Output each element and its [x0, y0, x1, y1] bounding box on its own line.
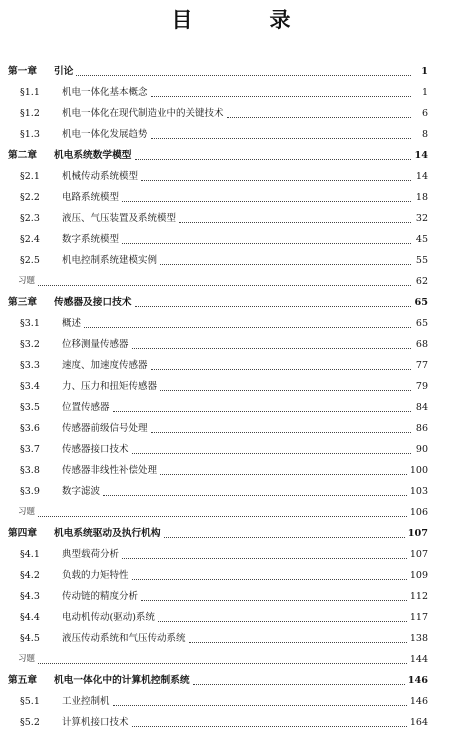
toc-section-row [8, 586, 428, 607]
toc-entry-title: 数字滤波 [62, 486, 101, 497]
toc-entry-title: 机械传动系统模型 [62, 171, 139, 182]
toc-section-row [8, 565, 428, 586]
toc-entry-title: 液压传动系统和气压传动系统 [62, 633, 186, 644]
dot-leader [158, 620, 407, 622]
dot-leader [84, 326, 411, 328]
toc-section-row [8, 418, 428, 439]
toc-page-number: 65 [414, 297, 428, 308]
toc-page-number: 107 [407, 528, 428, 539]
toc-page-number: 8 [421, 129, 428, 140]
toc-chapter-row [8, 145, 428, 166]
toc-entry-number: §3.8 [20, 465, 40, 476]
toc-section-row [8, 376, 428, 397]
toc-section-row [8, 481, 428, 502]
page-title: 目 录 [171, 7, 319, 32]
toc-entry-number: §3.9 [20, 486, 40, 497]
toc-section-row [8, 712, 428, 733]
toc-section-row [8, 208, 428, 229]
dot-leader [38, 662, 407, 664]
toc-page-number: 1 [421, 66, 428, 77]
toc-section-row [8, 166, 428, 187]
toc-page-number: 146 [409, 696, 428, 707]
toc-section-row [8, 229, 428, 250]
dot-leader [164, 536, 405, 538]
toc-page-number: 100 [409, 465, 428, 476]
toc-entry-title: 电动机传动(驱动)系统 [62, 612, 155, 623]
toc-entry-title: 习题 [18, 276, 36, 286]
toc-entry-number: §4.5 [20, 633, 40, 644]
toc-entry-title: 工业控制机 [62, 696, 110, 707]
toc-entry-number: 第一章 [8, 66, 38, 77]
toc-section-row [8, 439, 428, 460]
toc-chapter-row [8, 61, 428, 82]
toc-entry-title: 传动链的精度分析 [62, 591, 139, 602]
toc-entry-number: §3.2 [20, 339, 40, 350]
dot-leader [160, 263, 411, 265]
toc-page-number: 109 [409, 570, 428, 581]
toc-exercise-row [8, 502, 428, 523]
dot-leader [132, 452, 411, 454]
dot-leader [151, 431, 411, 433]
toc-entry-title: 习题 [18, 507, 36, 517]
toc-exercise-row [8, 271, 428, 292]
toc-page-number: 68 [415, 339, 428, 350]
toc-entry-number: §2.3 [20, 213, 40, 224]
toc-entry-title: 速度、加速度传感器 [62, 360, 148, 371]
dot-leader [122, 557, 407, 559]
dot-leader [135, 158, 412, 160]
toc-entry-title: 机电一体化基本概念 [62, 87, 148, 98]
dot-leader [193, 683, 405, 685]
toc-entry-number: §3.3 [20, 360, 40, 371]
toc-entry-title: 机电系统数学模型 [54, 150, 132, 161]
toc-chapter-row [8, 523, 428, 544]
dot-leader [227, 116, 411, 118]
dot-leader [132, 578, 407, 580]
toc-page-number: 90 [415, 444, 428, 455]
toc-section-row [8, 691, 428, 712]
dot-leader [141, 179, 411, 181]
toc-page-number: 65 [415, 318, 428, 329]
toc-page-number: 79 [415, 381, 428, 392]
toc-entry-title: 概述 [62, 318, 82, 329]
toc-section-row [8, 250, 428, 271]
toc-page-number: 112 [409, 591, 428, 602]
toc-page-number: 14 [415, 171, 428, 182]
toc-entry-number: §2.1 [20, 171, 40, 182]
toc-page-number: 6 [421, 108, 428, 119]
toc-entry-number: §4.1 [20, 549, 40, 560]
toc-section-row [8, 103, 428, 124]
toc-entry-number: §3.1 [20, 318, 40, 329]
dot-leader [132, 725, 407, 727]
dot-leader [38, 515, 407, 517]
toc-page-number: 84 [415, 402, 428, 413]
toc-section-row [8, 460, 428, 481]
dot-leader [151, 95, 411, 97]
toc-entry-number: §3.4 [20, 381, 40, 392]
dot-leader [38, 284, 411, 286]
toc-entry-title: 力、压力和扭矩传感器 [62, 381, 158, 392]
toc-page-number: 1 [421, 87, 428, 98]
table-of-contents [8, 61, 428, 733]
toc-chapter-row [8, 292, 428, 313]
toc-entry-number: §2.4 [20, 234, 40, 245]
toc-page-number: 107 [409, 549, 428, 560]
toc-entry-title: 引论 [54, 66, 74, 77]
toc-chapter-row [8, 670, 428, 691]
toc-page-number: 106 [409, 507, 428, 518]
dot-leader [113, 410, 411, 412]
toc-section-row [8, 397, 428, 418]
toc-entry-number: §2.2 [20, 192, 40, 203]
toc-entry-number: §4.3 [20, 591, 40, 602]
toc-entry-title: 习题 [18, 654, 36, 664]
toc-page-number: 14 [414, 150, 428, 161]
toc-section-row [8, 334, 428, 355]
toc-section-row [8, 187, 428, 208]
toc-entry-number: §3.7 [20, 444, 40, 455]
toc-section-row [8, 607, 428, 628]
dot-leader [76, 74, 411, 76]
dot-leader [160, 389, 411, 391]
toc-entry-title: 机电一体化在现代制造业中的关键技术 [62, 108, 224, 119]
toc-section-row [8, 124, 428, 145]
toc-entry-number: §5.2 [20, 717, 40, 728]
toc-entry-title: 电路系统模型 [62, 192, 120, 203]
dot-leader [151, 137, 411, 139]
toc-entry-number: §1.3 [20, 129, 40, 140]
dot-leader [151, 368, 411, 370]
toc-section-row [8, 544, 428, 565]
toc-entry-title: 机电控制系统建模实例 [62, 255, 158, 266]
toc-entry-title: 数字系统模型 [62, 234, 120, 245]
toc-entry-title: 液压、气压装置及系统模型 [62, 213, 177, 224]
toc-entry-title: 典型载荷分析 [62, 549, 120, 560]
toc-entry-title: 传感器前级信号处理 [62, 423, 148, 434]
toc-entry-number: §1.2 [20, 108, 40, 119]
dot-leader [113, 704, 407, 706]
toc-entry-number: 第四章 [8, 528, 38, 539]
toc-entry-title: 传感器非线性补偿处理 [62, 465, 158, 476]
toc-page-number: 138 [409, 633, 428, 644]
toc-page-number: 62 [415, 276, 428, 287]
toc-page-number: 103 [409, 486, 428, 497]
toc-page-number: 32 [415, 213, 428, 224]
toc-section-row [8, 355, 428, 376]
toc-entry-title: 位移测量传感器 [62, 339, 129, 350]
toc-exercise-row [8, 649, 428, 670]
toc-entry-title: 位置传感器 [62, 402, 110, 413]
toc-page-number: 86 [415, 423, 428, 434]
toc-page-number: 117 [409, 612, 428, 623]
dot-leader [189, 641, 407, 643]
toc-entry-number: §3.6 [20, 423, 40, 434]
toc-entry-number: §4.4 [20, 612, 40, 623]
dot-leader [122, 242, 411, 244]
toc-page-number: 146 [407, 675, 428, 686]
toc-page-number: 77 [415, 360, 428, 371]
toc-page-number: 18 [415, 192, 428, 203]
toc-entry-title: 机电一体化中的计算机控制系统 [54, 675, 190, 686]
dot-leader [135, 305, 412, 307]
toc-entry-title: 负载的力矩特性 [62, 570, 129, 581]
toc-section-row [8, 313, 428, 334]
dot-leader [103, 494, 407, 496]
toc-entry-number: §2.5 [20, 255, 40, 266]
toc-section-row [8, 82, 428, 103]
toc-entry-number: 第五章 [8, 675, 38, 686]
toc-entry-title: 传感器及接口技术 [54, 297, 132, 308]
toc-page-number: 55 [415, 255, 428, 266]
toc-section-row [8, 628, 428, 649]
toc-entry-number: 第二章 [8, 150, 38, 161]
toc-entry-number: §4.2 [20, 570, 40, 581]
toc-entry-title: 计算机接口技术 [62, 717, 129, 728]
toc-entry-number: §3.5 [20, 402, 40, 413]
toc-entry-title: 机电一体化发展趋势 [62, 129, 148, 140]
dot-leader [122, 200, 411, 202]
dot-leader [179, 221, 411, 223]
toc-entry-title: 机电系统驱动及执行机构 [54, 528, 161, 539]
toc-entry-number: 第三章 [8, 297, 38, 308]
toc-entry-title: 传感器接口技术 [62, 444, 129, 455]
toc-entry-number: §5.1 [20, 696, 40, 707]
toc-page-number: 45 [415, 234, 428, 245]
toc-page-number: 144 [409, 654, 428, 665]
toc-page-number: 164 [409, 717, 428, 728]
toc-entry-number: §1.1 [20, 87, 40, 98]
dot-leader [132, 347, 411, 349]
dot-leader [160, 473, 407, 475]
